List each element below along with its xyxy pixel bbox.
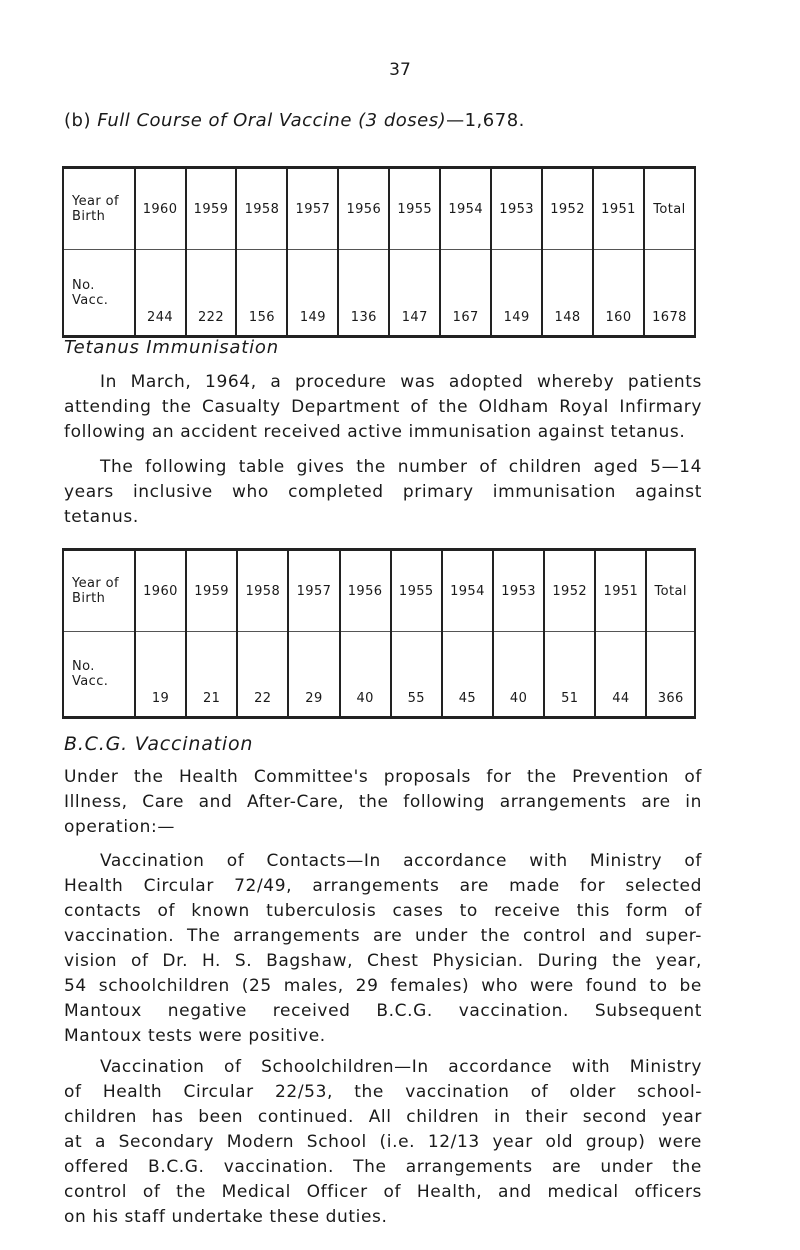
text-line: 54 schoolchildren (25 males, 29 females) who were found to be bbox=[64, 976, 702, 996]
row-label-line: No. bbox=[72, 659, 95, 674]
text-line: contacts of known tuberculosis cases to receive this form of bbox=[64, 901, 702, 921]
text-line: vision of Dr. H. S. Bagshaw, Chest Physician. During the year, bbox=[64, 951, 702, 971]
count-cell: 55 bbox=[391, 632, 442, 718]
row-label-number-vaccinated bbox=[63, 632, 135, 718]
text-line: The following table gives the number of children aged 5—14 bbox=[100, 457, 702, 477]
section-prefix: (b) bbox=[64, 110, 91, 131]
section-total: —1,678. bbox=[446, 110, 525, 131]
text-line: vaccination. The arrangements are under the control and super- bbox=[64, 926, 702, 946]
tetanus-paragraph-2 bbox=[64, 455, 702, 530]
count-cell: 40 bbox=[340, 632, 391, 718]
text-line: children has been continued. All children in their second year bbox=[64, 1107, 702, 1127]
year-cell: 1952 bbox=[544, 550, 595, 632]
count-cell: 136 bbox=[338, 250, 389, 337]
row-label-line: Vacc. bbox=[72, 292, 109, 308]
text-line: Illness, Care and After-Care, the following arrangements are in bbox=[64, 792, 702, 812]
year-cell: 1956 bbox=[338, 168, 389, 250]
text-line: Mantoux tests were positive. bbox=[64, 1026, 326, 1046]
text-line: Vaccination of Schoolchildren—In accordance with Ministry bbox=[100, 1057, 702, 1077]
count-cell: 22 bbox=[237, 632, 288, 718]
count-cell: 149 bbox=[287, 250, 338, 337]
bcg-schoolchildren-paragraph bbox=[64, 1055, 702, 1230]
count-cell: 45 bbox=[442, 632, 493, 718]
count-cell: 148 bbox=[542, 250, 593, 337]
year-cell: 1955 bbox=[391, 550, 442, 632]
text-line: tetanus. bbox=[64, 507, 139, 527]
tetanus-paragraph-1 bbox=[64, 370, 702, 445]
row-label-line: No. bbox=[72, 277, 95, 293]
total-header-cell: Total bbox=[646, 550, 695, 632]
total-cell: 1678 bbox=[644, 250, 695, 337]
text-line: on his staff undertake these duties. bbox=[64, 1207, 388, 1227]
year-cell: 1954 bbox=[442, 550, 493, 632]
row-label-line: Birth bbox=[72, 209, 106, 224]
bcg-intro-paragraph bbox=[64, 765, 702, 840]
count-cell: 44 bbox=[595, 632, 646, 718]
oral-vaccine-heading bbox=[64, 110, 525, 131]
total-cell: 366 bbox=[646, 632, 695, 718]
row-label-year-of-birth bbox=[63, 550, 135, 632]
row-label-line: Birth bbox=[72, 591, 106, 606]
year-cell: 1955 bbox=[389, 168, 440, 250]
count-cell: 29 bbox=[288, 632, 339, 718]
text-line: Under the Health Committee's proposals for the Prevention of bbox=[64, 767, 702, 787]
text-line: at a Secondary Modern School (i.e. 12/13 year old group) were bbox=[64, 1132, 702, 1152]
year-cell: 1959 bbox=[186, 168, 237, 250]
year-cell: 1952 bbox=[542, 168, 593, 250]
count-cell: 244 bbox=[135, 250, 186, 337]
count-cell: 19 bbox=[135, 632, 186, 718]
count-cell: 156 bbox=[236, 250, 287, 337]
count-cell: 40 bbox=[493, 632, 544, 718]
year-cell: 1957 bbox=[288, 550, 339, 632]
section-title: Full Course of Oral Vaccine (3 doses) bbox=[97, 110, 447, 131]
row-label-line: Vacc. bbox=[72, 674, 109, 689]
text-line: Health Circular 72/49, arrangements are made for selected bbox=[64, 876, 702, 896]
total-header-cell: Total bbox=[644, 168, 695, 250]
text-line: control of the Medical Officer of Health, and medical officers bbox=[64, 1182, 702, 1202]
year-cell: 1960 bbox=[135, 550, 186, 632]
row-label-line: Year of bbox=[72, 194, 119, 209]
text-line: following an accident received active immunisation against tetanus. bbox=[64, 422, 686, 442]
text-line: years inclusive who completed primary immunisation against bbox=[64, 482, 702, 502]
table-row-year-of-birth bbox=[63, 168, 695, 250]
year-cell: 1951 bbox=[593, 168, 644, 250]
year-cell: 1958 bbox=[237, 550, 288, 632]
table-row-number-vaccinated bbox=[63, 250, 695, 337]
year-cell: 1959 bbox=[186, 550, 237, 632]
count-cell: 160 bbox=[593, 250, 644, 337]
year-cell: 1954 bbox=[440, 168, 491, 250]
bcg-heading: B.C.G. Vaccination bbox=[64, 733, 254, 755]
text-line: attending the Casualty Department of the Oldham Royal Infirmary bbox=[64, 397, 702, 417]
text-line: operation:— bbox=[64, 817, 175, 837]
year-cell: 1951 bbox=[595, 550, 646, 632]
year-cell: 1960 bbox=[135, 168, 186, 250]
count-cell: 147 bbox=[389, 250, 440, 337]
oral-vaccine-table bbox=[62, 166, 696, 338]
tetanus-heading: Tetanus Immunisation bbox=[64, 337, 279, 358]
table-row-year-of-birth bbox=[63, 550, 695, 632]
year-cell: 1953 bbox=[491, 168, 542, 250]
text-line: In March, 1964, a procedure was adopted whereby patients bbox=[100, 372, 702, 392]
year-cell: 1953 bbox=[493, 550, 544, 632]
row-label-year-of-birth bbox=[63, 168, 135, 250]
count-cell: 167 bbox=[440, 250, 491, 337]
count-cell: 51 bbox=[544, 632, 595, 718]
year-cell: 1958 bbox=[236, 168, 287, 250]
row-label-number-vaccinated bbox=[63, 250, 135, 337]
year-cell: 1957 bbox=[287, 168, 338, 250]
text-line: Mantoux negative received B.C.G. vaccination. Subsequent bbox=[64, 1001, 702, 1021]
row-label-line: Year of bbox=[72, 576, 119, 591]
count-cell: 222 bbox=[186, 250, 237, 337]
text-line: offered B.C.G. vaccination. The arrangements are under the bbox=[64, 1157, 702, 1177]
table-row-number-vaccinated bbox=[63, 632, 695, 718]
count-cell: 149 bbox=[491, 250, 542, 337]
page-number: 37 bbox=[389, 60, 411, 80]
count-cell: 21 bbox=[186, 632, 237, 718]
year-cell: 1956 bbox=[340, 550, 391, 632]
bcg-contacts-paragraph bbox=[64, 849, 702, 1049]
text-line: Vaccination of Contacts—In accordance with Ministry of bbox=[100, 851, 702, 871]
tetanus-table bbox=[62, 548, 696, 719]
text-line: of Health Circular 22/53, the vaccination of older school- bbox=[64, 1082, 702, 1102]
